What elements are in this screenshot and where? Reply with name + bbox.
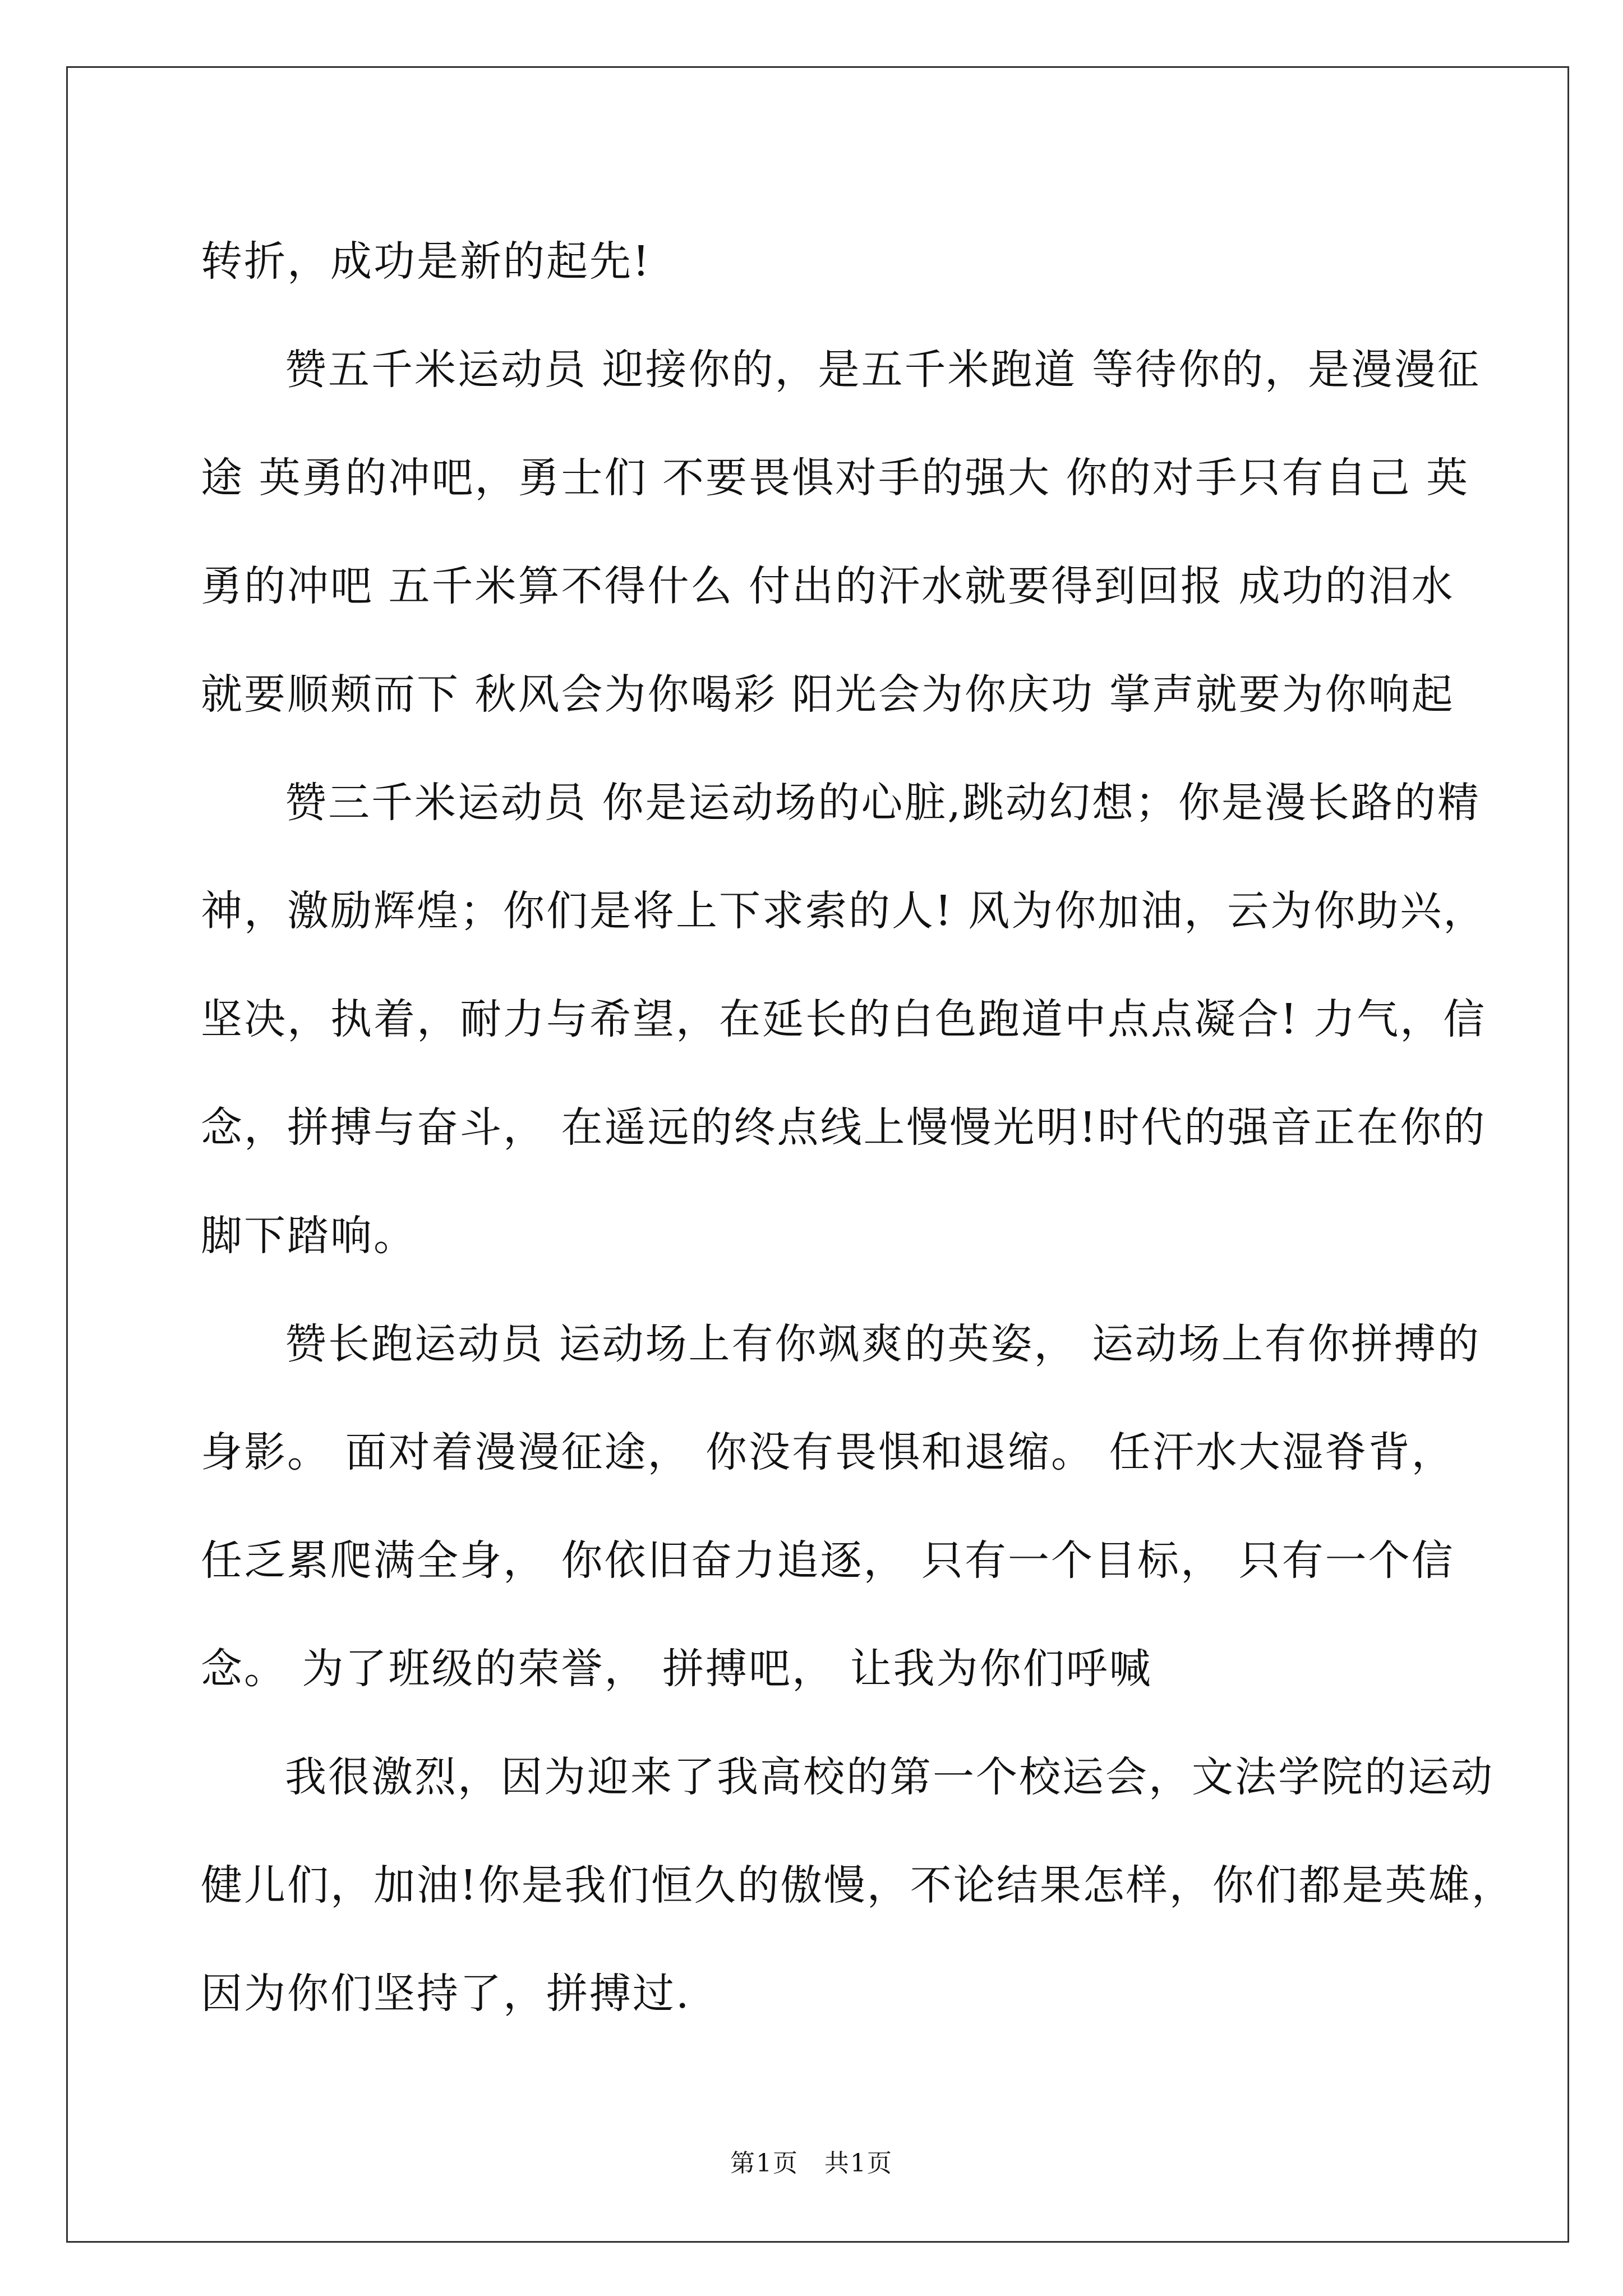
paragraph-3-line-2: 神，激励辉煌；你们是将上下求索的人! 风为你加油，云为你助兴， (201, 887, 1487, 935)
paragraph-4-line-1: 赞长跑运动员 运动场上有你飒爽的英姿， 运动场上有你拼搏的 (285, 1320, 1481, 1368)
document-body (201, 208, 1515, 2048)
paragraph-3-line-1: 赞三千米运动员 你是运动场的心脏,跳动幻想；你是漫长路的精 (285, 779, 1481, 827)
paragraph-5-line-1: 我很激烈，因为迎来了我高校的第一个校运会，文法学院的运动 (285, 1753, 1494, 1801)
paragraph-5-line-2: 健儿们，加油!你是我们恒久的傲慢，不论结果怎样，你们都是英雄， (201, 1861, 1515, 1910)
paragraph-2-line-1: 赞五千米运动员 迎接你的，是五千米跑道 等待你的，是漫漫征 (285, 346, 1481, 394)
paragraph-4-line-3: 任乏累爬满全身， 你依旧奋力追逐， 只有一个目标， 只有一个信 (201, 1536, 1455, 1585)
page-footer: 第1页 共1页 (730, 2149, 893, 2178)
paragraph-4-line-2: 身影。 面对着漫漫征途， 你没有畏惧和退缩。 任汗水大湿脊背， (201, 1428, 1455, 1476)
paragraph-1-line-1: 转折，成功是新的起先! (201, 237, 651, 286)
paragraph-2-line-3: 勇的冲吧 五千米算不得什么 付出的汗水就要得到回报 成功的泪水 (201, 562, 1455, 610)
paragraph-2-line-4: 就要顺颊而下 秋风会为你喝彩 阳光会为你庆功 掌声就要为你响起 (201, 670, 1455, 719)
paragraph-2-line-2: 途 英勇的冲吧，勇士们 不要畏惧对手的强大 你的对手只有自己 英 (201, 454, 1470, 502)
paragraph-3-line-5: 脚下踏响。 (201, 1212, 417, 1260)
paragraph-3-line-4: 念，拼搏与奋斗， 在遥远的终点线上慢慢光明!时代的强音正在你的 (201, 1103, 1487, 1152)
paragraph-3-line-3: 坚决，执着，耐力与希望，在延长的白色跑道中点点凝合! 力气，信 (201, 995, 1487, 1043)
paragraph-4-line-4: 念。 为了班级的荣誉， 拼搏吧， 让我为你们呼喊 (201, 1645, 1152, 1693)
paragraph-5-line-3: 因为你们坚持了，拼搏过. (201, 1970, 691, 2018)
